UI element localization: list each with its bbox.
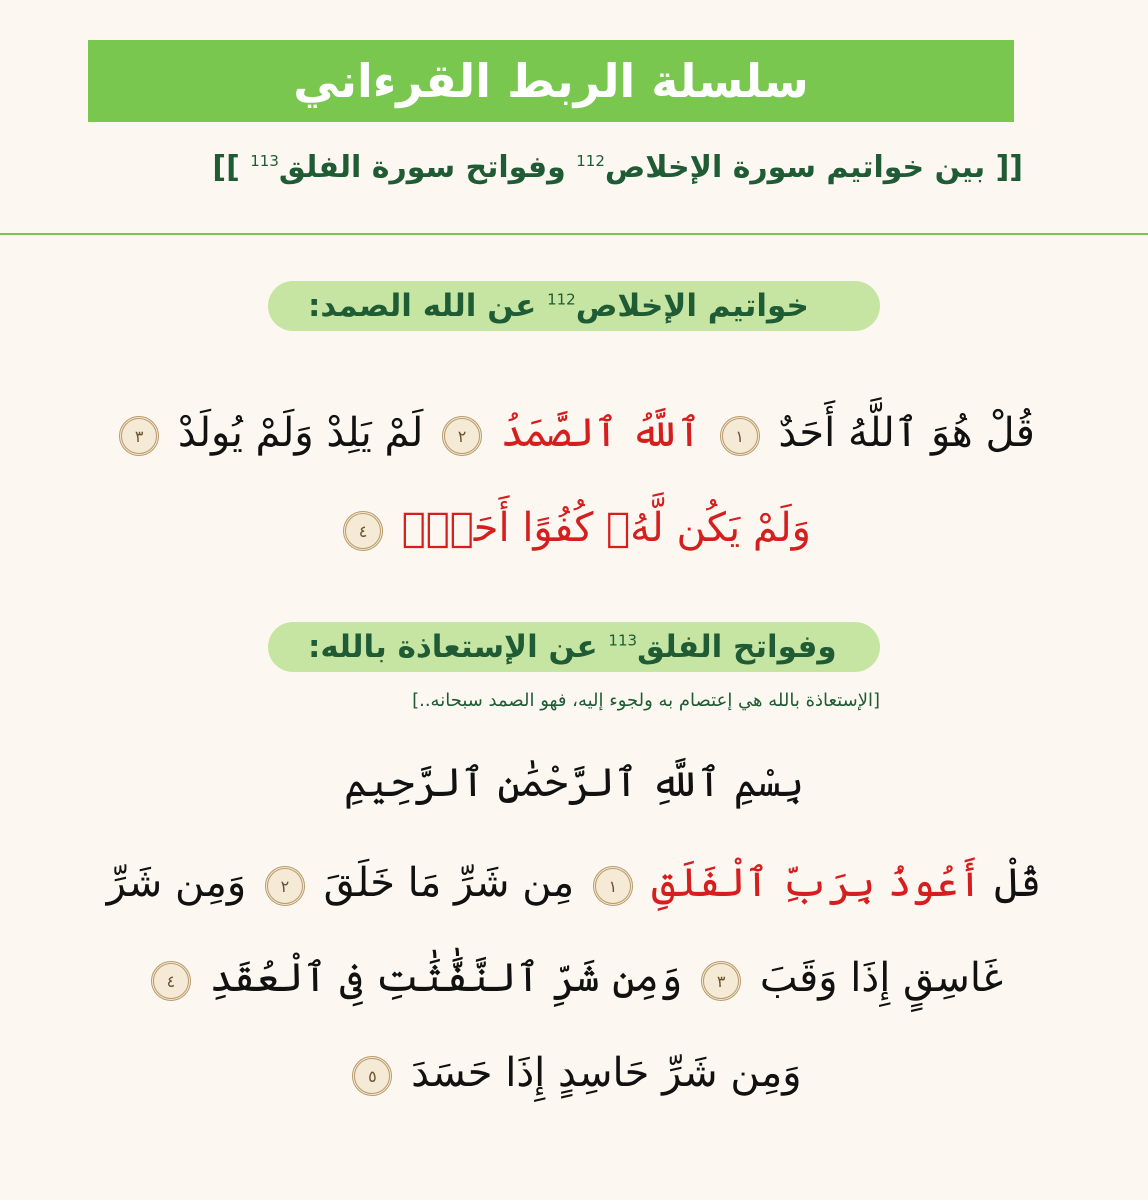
falaq-verse-1-text: أَعُوذُ بِرَبِّ ٱلْفَلَقِ (651, 860, 982, 906)
section2-heading (268, 622, 880, 672)
falaq-ayah-marker-4: ٤ (151, 961, 191, 1001)
verse-4-text: وَلَمْ يَكُن لَّهُۥ كُفُوًا أَحَدٌۢ (401, 505, 811, 551)
section2-heading-b: عن الإستعاذة بالله: (308, 629, 609, 665)
title-banner (88, 40, 1014, 122)
page-title: سلسلة الربط القرءاني (293, 54, 809, 108)
ayah-marker-2: ٢ (442, 416, 482, 456)
istiadha-note: [الإستعاذة بالله هي إعتصام به ولجوء إليه، فهو الصمد سبحانه..] (412, 690, 880, 711)
ayah-marker-1: ١ (720, 416, 760, 456)
section1-heading-b: عن الله الصمد: (308, 288, 548, 324)
subtitle-mid: وفواتح سورة الفلق (278, 150, 577, 185)
ayah-marker-4: ٤ (343, 511, 383, 551)
falaq-verse-3-start: وَمِن شَرِّ (106, 860, 247, 906)
falaq-verse-4-text: وَمِن شَرِّ ٱلنَّفَّٰثَٰتِ فِى ٱلْعُقَدِ (209, 955, 683, 1001)
subtitle-close: ]] (212, 150, 251, 185)
section2-heading-a: وفواتح الفلق (637, 629, 837, 665)
divider-line (0, 233, 1148, 235)
bismillah: بِسْمِ ٱللَّهِ ٱلرَّحْمَٰنِ ٱلرَّحِيمِ (343, 760, 805, 806)
section1-sup: 112 (547, 290, 576, 309)
falaq-ayah-marker-1: ١ (593, 866, 633, 906)
falaq-qul: قُلْ (994, 860, 1042, 906)
verse-2-text: ٱللَّهُ ٱلصَّمَدُ (500, 410, 701, 456)
sup-ikhlas: 112 (576, 152, 605, 170)
section1-heading-a: خواتيم الإخلاص (575, 288, 809, 324)
falaq-ayah-marker-2: ٢ (265, 866, 305, 906)
falaq-ayah-marker-5: ٥ (352, 1056, 392, 1096)
section2-heading-text (308, 629, 837, 665)
verse-3-text: لَمْ يَلِدْ وَلَمْ يُولَدْ (177, 410, 424, 456)
falaq-ayah-marker-3: ٣ (701, 961, 741, 1001)
ikhlas-line-2 (0, 505, 1148, 551)
subtitle (212, 150, 1023, 185)
falaq-line-1 (0, 860, 1148, 906)
section2-sup: 113 (608, 631, 638, 650)
falaq-verse-5-text: وَمِن شَرِّ حَاسِدٍ إِذَا حَسَدَ (411, 1050, 802, 1096)
ikhlas-line-1 (0, 410, 1148, 456)
section1-heading (268, 281, 880, 331)
subtitle-open: [[ بين خواتيم سورة الإخلاص (604, 150, 1023, 185)
falaq-line-2 (0, 955, 1148, 1001)
section1-heading-text (308, 288, 809, 324)
verse-1-text: قُلْ هُوَ ٱللَّهُ أَحَدٌ (778, 410, 1035, 456)
falaq-verse-2-text: مِن شَرِّ مَا خَلَقَ (323, 860, 575, 906)
sup-falaq: 113 (250, 152, 279, 170)
ayah-marker-3: ٣ (119, 416, 159, 456)
falaq-line-3 (0, 1050, 1148, 1096)
falaq-verse-3-end: غَاسِقٍ إِذَا وَقَبَ (759, 955, 1004, 1001)
